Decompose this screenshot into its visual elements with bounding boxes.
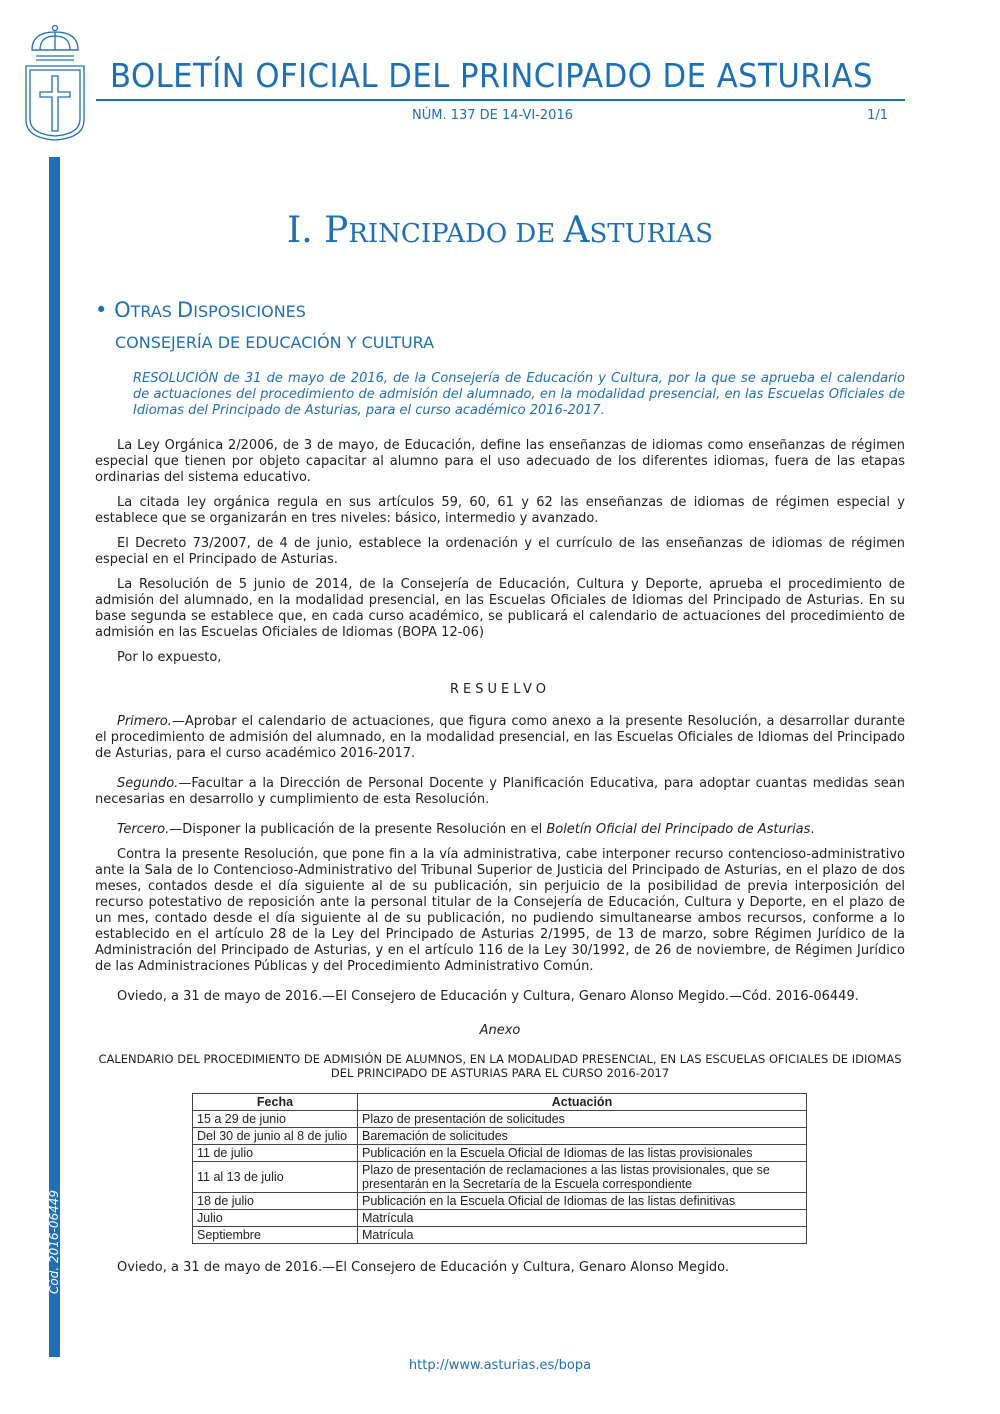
article-segundo: Segundo.—Facultar a la Dirección de Personal Docente y Planificación Educativa, para adoptar cuantas medidas sean necesarias en desarrollo y cumplimiento de esta Resolución. [95,776,905,807]
cell-fecha: Del 30 de junio al 8 de julio [193,1128,358,1145]
cell-fecha: 18 de julio [193,1193,358,1210]
paragraph: El Decreto 73/2007, de 4 de junio, establece la ordenación y el currículo de las enseñanzas de idiomas de régimen especial en el Principado de Asturias. [95,536,905,567]
paragraph: La citada ley orgánica regula en sus artículos 59, 60, 61 y 62 las enseñanzas de idiomas de régimen especial y establece que se organizarán en tres niveles: básico, intermedio y avanzado. [95,495,905,526]
appeal-paragraph: Contra la presente Resolución, que pone fin a la vía administrativa, cabe interponer recurso contencioso-administrativo ante la Sala de lo Contencioso-Administrativo del Tribunal Superior de Justicia del Principado de Asturias, en el plazo de dos meses, contados desde el día siguiente al de su publicación, sin perjuicio de la posibilidad de previa interposición del recurso potestativo de reposición ante la personal titular de la Consejería de Educación, Cultura y Deporte, en el plazo de un mes, contado desde el día siguiente al de su publicación, no pudiendo simultanearse ambos recursos, conforme a lo establecido en el artículo 28 de la Ley del Principado de Asturias 2/1995, de 13 de marzo, sobre Régimen Jurídico de la Administración del Principado de Asturias, y en el artículo 116 de la Ley 30/1992, de 26 de noviembre, de Régimen Jurídico de las Administraciones Públicas y del Procedimiento Administrativo Común. [95,847,905,974]
cell-actuacion: Matrícula [358,1210,807,1227]
table-row [193,1111,807,1128]
section-title: I. PRINCIPADO DE ASTURIAS [286,210,713,251]
page-number: 1/1 [867,108,888,123]
paragraph: Por lo expuesto, [117,650,222,665]
paragraph: La Ley Orgánica 2/2006, de 3 de mayo, de Educación, define las enseñanzas de idiomas como enseñanzas de régimen especial que tienen por objeto capacitar al alumno para el uso adecuado de los diferentes idiomas, fuera de las etapas ordinarias del sistema educativo. [95,438,905,485]
cell-fecha: Septiembre [193,1227,358,1244]
cell-actuacion: Plazo de presentación de reclamaciones a las listas provisionales, que se presentarán en la Secretaría de la Escuela correspondiente [358,1162,807,1193]
table-row [193,1145,807,1162]
resolution-title: RESOLUCIÓN de 31 de mayo de 2016, de la Consejería de Educación y Cultura, por la que se aprueba el calendario de actuaciones del procedimiento de admisión del alumnado, en la modalidad presencial, en las Escuelas Oficiales de Idiomas del Principado de Asturias, para el curso académico 2016-2017. [133,371,905,418]
cell-fecha: 11 de julio [193,1145,358,1162]
cell-fecha: Julio [193,1210,358,1227]
column-header-fecha: Fecha [193,1094,358,1111]
paragraph: La Resolución de 5 junio de 2014, de la Consejería de Educación, Cultura y Deporte, aprueba el procedimiento de admisión del alumnado, en la modalidad presencial, en las Escuelas Oficiales de Idiomas del Principado de Asturias. En su base segunda se establece que, en cada curso académico, se publicará el calendario de actuaciones del procedimiento de admisión en las Escuelas Oficiales de Idiomas (BOPA 12-06) [95,577,905,640]
cell-actuacion: Plazo de presentación de solicitudes [358,1111,807,1128]
cell-actuacion: Matrícula [358,1227,807,1244]
cell-fecha: 15 a 29 de junio [193,1111,358,1128]
table-row [193,1227,807,1244]
header-divider [96,99,905,101]
column-header-actuacion: Actuación [358,1094,807,1111]
article-primero: Primero.—Aprobar el calendario de actuaciones, que figura como anexo a la presente Resolución, a desarrollar durante el procedimiento de admisión del alumnado, en la modalidad presencial, en las Escuelas Oficiales de Idiomas del Principado de Asturias, para el curso académico 2016-2017. [95,714,905,761]
document-body [95,438,905,1285]
article-tercero: Tercero.—Disponer la publicación de la presente Resolución en el Boletín Oficial del Principado de Asturias. [117,822,815,837]
annex-label: Anexo [479,1023,521,1038]
bulletin-title: BOLETÍN OFICIAL DEL PRINCIPADO DE ASTURIAS [110,56,873,95]
table-row [193,1128,807,1145]
footer-link[interactable]: http://www.asturias.es/bopa [408,1358,592,1373]
signature: Oviedo, a 31 de mayo de 2016.—El Consejero de Educación y Cultura, Genaro Alonso Megido.—Cód. 2016-06449. [117,989,859,1004]
asturias-coat-of-arms-logo [22,24,88,142]
document-code: Cód. 2016-06449 [47,1189,61,1295]
cell-actuacion: Publicación en la Escuela Oficial de Idiomas de las listas provisionales [358,1145,807,1162]
table-row [193,1210,807,1227]
department-title: CONSEJERÍA DE EDUCACIÓN Y CULTURA [115,333,435,352]
cell-actuacion: Baremación de solicitudes [358,1128,807,1145]
cell-actuacion: Publicación en la Escuela Oficial de Idiomas de las listas definitivas [358,1193,807,1210]
resuelvo-heading: RESUELVO [450,682,550,697]
table-row [193,1193,807,1210]
subsection-title: • OTRAS DISPOSICIONES [95,298,306,322]
signature-final: Oviedo, a 31 de mayo de 2016.—El Consejero de Educación y Cultura, Genaro Alonso Megido. [117,1260,730,1275]
calendar-table [192,1093,807,1244]
table-row [193,1162,807,1193]
annex-title: CALENDARIO DEL PROCEDIMIENTO DE ADMISIÓN DE ALUMNOS, EN LA MODALIDAD PRESENCIAL, EN LAS ESCUELAS OFICIALES DE IDIOMAS DEL PRINCIPADO DE ASTURIAS PARA EL CURSO 2016-2017 [98,1052,902,1080]
sidebar-bar [49,157,60,1357]
cell-fecha: 11 al 13 de julio [193,1162,358,1193]
issue-number: NÚM. 137 DE 14-VI-2016 [412,108,573,123]
